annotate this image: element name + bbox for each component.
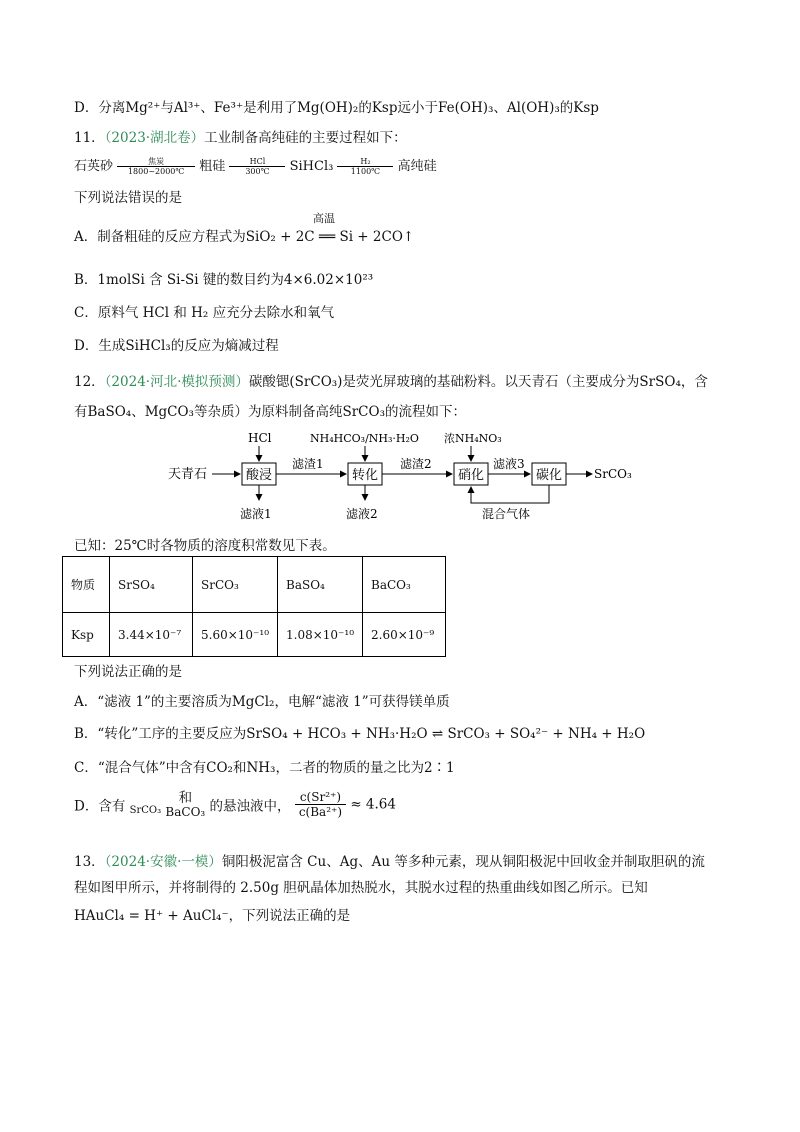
flow-arrow-3-top: H₂ xyxy=(360,156,371,166)
arrow-line xyxy=(117,166,195,167)
q13-header xyxy=(74,850,705,870)
ksp-header-cell: BaSO₄ xyxy=(278,557,363,613)
q12-stem-1: 碳酸锶(SrCO₃)是荧光屏玻璃的基础粉料。以天青石（主要成分为SrSO₄，含 xyxy=(248,374,708,390)
flow-arrow-1-bottom: 1800~2000℃ xyxy=(127,166,185,176)
diagram-box-2-label: 转化 xyxy=(352,468,379,483)
q12-option-d-sub1: SrCO₃ xyxy=(129,804,162,816)
ksp-table-value-row xyxy=(63,613,446,657)
diagram-out-1: 滤液1 xyxy=(240,507,272,521)
ksp-value-cell: 1.08×10⁻¹⁰ xyxy=(278,613,363,657)
q11-header xyxy=(74,126,407,146)
q13-number: 13． xyxy=(74,854,105,870)
q12-number: 12． xyxy=(74,374,105,390)
q11-source: （2023·湖北卷） xyxy=(104,130,205,146)
diagram-box-1-label: 酸浸 xyxy=(246,468,273,483)
fraction-numerator: c(Sr²⁺) xyxy=(295,790,346,805)
flow-arrow-1 xyxy=(117,157,195,177)
q11-option-b: B．1molSi 含 Si-Si 键的数目约为4×6.02×10²³ xyxy=(74,272,374,288)
ksp-value-cell: 2.60×10⁻⁹ xyxy=(363,613,446,657)
ksp-value-cell: 5.60×10⁻¹⁰ xyxy=(193,613,278,657)
q11-option-a xyxy=(74,225,414,245)
q11-option-d: D．生成SiHCl₃的反应为熵减过程 xyxy=(74,338,279,354)
diagram-a23: 滤渣2 xyxy=(400,457,432,471)
q11-number: 11． xyxy=(74,130,105,146)
diagram-start: 天青石 xyxy=(168,467,208,482)
q11-option-a-text: A．制备粗硅的反应方程式为SiO₂ + 2C ══ Si + 2CO↑ xyxy=(74,229,415,245)
q11-option-c: C．原料气 HCl 和 H₂ 应充分去除水和氧气 xyxy=(74,305,335,321)
q12-header xyxy=(74,370,708,390)
q12-option-d xyxy=(74,790,396,819)
q12-flow-diagram xyxy=(160,428,640,528)
q13-line-2: 程如图甲所示，并将制得的 2.50g 胆矾晶体加热脱水，其脱水过程的热重曲线如图乙所示。已知 xyxy=(74,880,648,896)
q12-option-d-sub2: BaCO₃ xyxy=(165,804,206,819)
q11-ask: 下列说法错误的是 xyxy=(74,190,182,206)
flow-arrow-2 xyxy=(229,157,285,177)
q11-option-a-condition: 高温 xyxy=(313,212,335,225)
diagram-in-2: NH₄HCO₃/NH₃·H₂O xyxy=(310,432,419,445)
q13-source: （2024·安徽·一模） xyxy=(104,854,222,870)
flow-start: 石英砂 xyxy=(74,159,114,174)
flow-arrow-1-top: 焦炭 xyxy=(148,156,165,166)
q12-option-d-mid: 和 xyxy=(178,789,193,806)
ksp-header-cell: BaCO₃ xyxy=(363,557,446,613)
ksp-header-cell: 物质 xyxy=(63,557,110,613)
flow-end: 高纯硅 xyxy=(397,159,437,174)
q13-line-3: HAuCl₄ = H⁺ + AuCl₄⁻，下列说法正确的是 xyxy=(74,908,351,924)
ksp-value-cell: Ksp xyxy=(63,613,110,657)
q12-stem-2: 有BaSO₄、MgCO₃等杂质）为原料制备高纯SrCO₃的流程如下： xyxy=(74,404,466,420)
q12-option-d-fraction xyxy=(295,790,346,819)
q12-option-b: B．“转化”工序的主要反应为SrSO₄ + HCO₃ + NH₃·H₂O ⇌ SrCO₃ + SO₄²⁻ + NH₄ + H₂O xyxy=(74,726,646,742)
diagram-end: SrCO₃ xyxy=(594,467,632,481)
q12-option-c: C．“混合气体”中含有CO₂和NH₃，二者的物质的量之比为2∶1 xyxy=(74,760,455,776)
flow-arrow-3-bottom: 1100℃ xyxy=(350,166,381,176)
diagram-loop-label: 混合气体 xyxy=(482,507,531,521)
flow-arrow-3 xyxy=(337,157,393,177)
q12-option-d-tail: 的悬浊液中， xyxy=(209,798,291,815)
q12-option-d-prefix: D．含有 xyxy=(74,798,126,815)
diagram-a34: 滤液3 xyxy=(493,457,525,471)
diagram-in-3: 浓NH₄NO₃ xyxy=(444,432,502,445)
q12-option-d-value: ≈ 4.64 xyxy=(350,796,396,813)
q10-option-d: D．分离Mg²⁺与Al³⁺、Fe³⁺是利用了Mg(OH)₂的Ksp远小于Fe(OH)₃、Al(OH)₃的Ksp xyxy=(74,100,599,116)
q11-stem: 工业制备高纯硅的主要过程如下： xyxy=(204,130,407,146)
flow-arrow-2-top: HCl xyxy=(249,156,266,166)
ksp-header-cell: SrSO₄ xyxy=(110,557,193,613)
ksp-table-header-row xyxy=(63,557,446,613)
fraction-denominator: c(Ba²⁺) xyxy=(298,805,343,819)
diagram-in-1: HCl xyxy=(248,431,272,445)
q12-source: （2024·河北·模拟预测） xyxy=(104,374,249,390)
q13-line-1: 铜阳极泥富含 Cu、Ag、Au 等多种元素，现从铜阳极泥中回收金并制取胆矾的流 xyxy=(221,854,705,870)
q11-flow xyxy=(74,155,437,177)
ksp-table xyxy=(62,556,446,657)
diagram-box-3-label: 硝化 xyxy=(458,468,485,483)
diagram-out-2: 滤液2 xyxy=(346,507,378,521)
flow-arrow-2-bottom: 300℃ xyxy=(245,166,270,176)
ksp-value-cell: 3.44×10⁻⁷ xyxy=(110,613,193,657)
q12-option-d-sub2-group xyxy=(165,791,205,819)
diagram-box-4-label: 碳化 xyxy=(536,468,563,483)
q12-option-d-sub1-group xyxy=(130,793,162,817)
q12-known: 已知：25℃时各物质的溶度积常数见下表。 xyxy=(74,538,336,554)
q12-option-a: A．“滤液 1”的主要溶质为MgCl₂，电解“滤液 1”可获得镁单质 xyxy=(74,694,450,710)
flow-mid-1: 粗硅 xyxy=(199,159,226,174)
ksp-header-cell: SrCO₃ xyxy=(193,557,278,613)
diagram-loop-arrow xyxy=(471,485,549,503)
diagram-a12: 滤渣1 xyxy=(292,457,324,471)
flow-mid-2: SiHCl₃ xyxy=(289,159,334,174)
q12-ask: 下列说法正确的是 xyxy=(74,664,182,680)
